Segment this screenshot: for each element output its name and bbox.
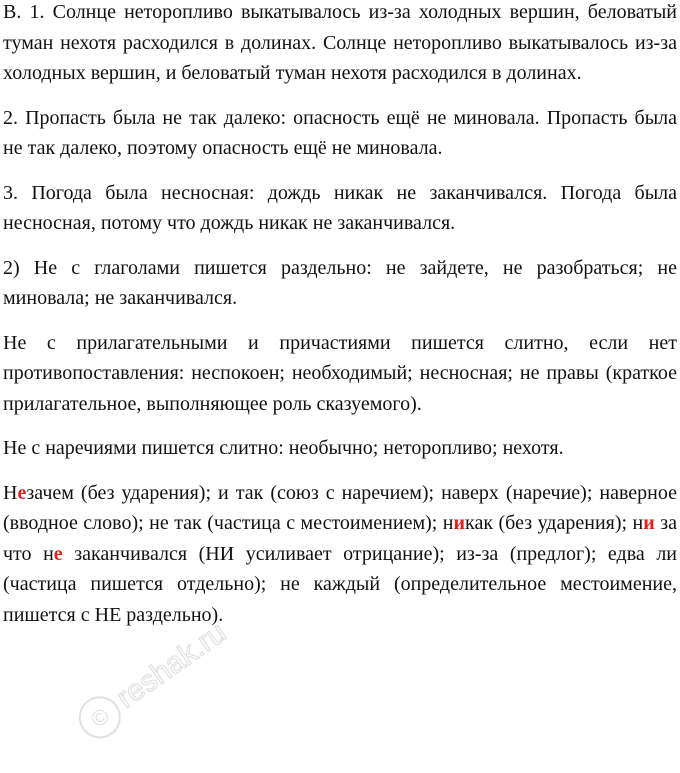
paragraph-3: 3. Погода была несносная: дождь никак не заканчивался. Погода была несносная, потому что дождь никак не заканчивался. [3,181,677,234]
paragraph-7-text: зачем (без ударения); и так (союз с наречием); наверх (наречие); наверное (вводное слово); не так (частица с местоимением); н [3,481,677,534]
highlighted-letter: и [643,512,655,534]
paragraph-7 [3,478,677,631]
paragraph-4: 2) Не с глаголами пишется раздельно: не зайдете, не разобраться; не миновала; не заканчивался. [3,256,677,309]
highlighted-letter: е [17,481,27,504]
paragraph-2: 2. Пропасть была не так далеко: опасность ещё не миновала. Пропасть была не так далеко, поэтому опасность ещё не миновала. [3,106,677,159]
paragraph-7-text: Н [3,481,18,504]
paragraph-7-text: как (без ударения); н [465,512,644,534]
paragraph-6: Не с наречиями пишется слитно: необычно; неторопливо; нехотя. [3,437,564,459]
paragraph-1: В. 1. Солнце неторопливо выкатывалось из-за холодных вершин, беловатый туман нехотя расходился в долинах. Солнце неторопливо выкатывалось из-за холодных вершин, и беловатый туман нехотя расходился в долинах. [3,1,677,84]
paragraph-5: Не с прилагательными и причастиями пишется слитно, если нет противопоставления: неспокоен; необходимый; несносная; не правы (краткое прилагательное, выполняющее роль сказуемого). [3,331,677,415]
paragraph-7-text: за что н [3,512,678,565]
document-body [3,0,677,644]
highlighted-letter: и [453,512,466,534]
copyright-icon: © [86,702,114,733]
paragraph-7-text: заканчивался (НИ усиливает отрицание); из-за (предлог); едва ли (частица пишется отдельно); не каждый (определительное местоимение, пишется с НЕ раздельно). [3,542,677,626]
watermark-text: reshak.ru [110,615,233,715]
highlighted-letter: е [53,542,63,565]
copyright-circle-icon [72,689,128,745]
